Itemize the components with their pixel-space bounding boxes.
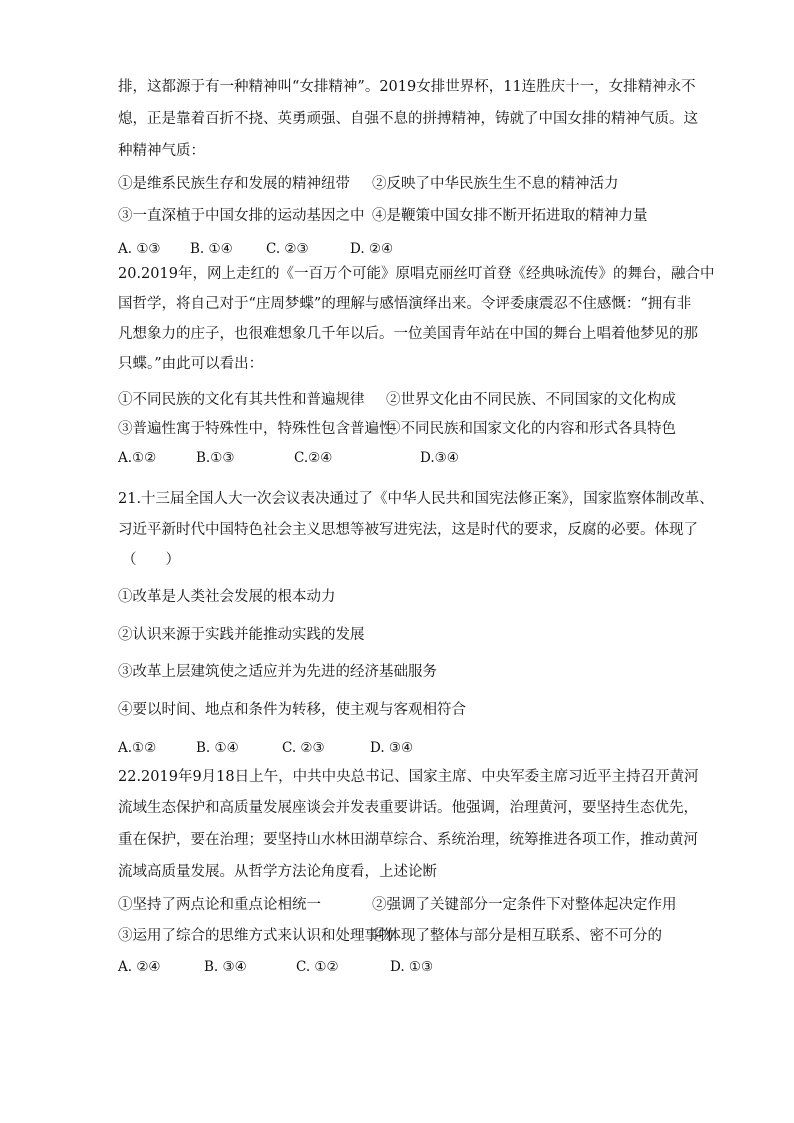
q21-statement-1: ①改革是人类社会发展的根本动力 xyxy=(118,589,336,605)
q22-option-a: A. ②④ xyxy=(118,959,161,975)
q20-option-a: A.①② xyxy=(118,450,157,466)
q21-option-c: C. ②③ xyxy=(282,740,325,756)
q21-statement-2: ②认识来源于实践并能推动实践的发展 xyxy=(118,627,365,643)
q21-option-b: B. ①④ xyxy=(196,740,239,756)
q22-option-b: B. ③④ xyxy=(204,959,247,975)
q19-option-a: A. ①③ xyxy=(118,241,161,257)
q20-statement-3: ③普遍性寓于特殊性中，特殊性包含普遍性 xyxy=(118,421,394,437)
q19-stem-line-3: 种精神气质： xyxy=(118,143,205,159)
q19-stem-line-2: 熄，正是靠着百折不挠、英勇顽强、自强不息的拼搏精神，铸就了中国女排的精神气质。这 xyxy=(118,111,698,127)
q22-stem-line-3: 重在保护，要在治理；要坚持山水林田湖草综合、系统治理，统筹推进各项工作，推动黄河 xyxy=(118,832,698,848)
q20-option-c: C.②④ xyxy=(294,450,333,466)
q19-option-c: C. ②③ xyxy=(266,241,309,257)
q21-statement-3: ③改革上层建筑使之适应并为先进的经济基础服务 xyxy=(118,664,437,680)
q20-stem-line-2: 国哲学，将自己对于“庄周梦蝶”的理解与感悟演绎出来。令评委康震忍不住感慨：“拥有非 xyxy=(118,296,692,312)
q19-statement-4: ④是鞭策中国女排不断开拓进取的精神力量 xyxy=(372,208,648,224)
q22-statement-3: ③运用了综合的思维方式来认识和处理事物 xyxy=(118,928,394,944)
q19-option-d: D. ②④ xyxy=(350,241,394,257)
q19-stem-line-1: 排，这都源于有一种精神叫“女排精神”。2019女排世界杯，11连胜庆十一，女排精神永不 xyxy=(118,79,696,95)
q21-option-d: D. ③④ xyxy=(370,740,414,756)
q22-statement-4: ④体现了整体与部分是相互联系、密不可分的 xyxy=(372,928,662,944)
q22-statement-2: ②强调了关键部分一定条件下对整体起决定作用 xyxy=(372,897,677,913)
q20-option-d: D.③④ xyxy=(420,450,459,466)
q20-stem-line-1: 20.2019年，网上走红的《一百万个可能》原唱克丽丝叮首登《经典咏流传》的舞台，融合中 xyxy=(118,266,715,282)
q21-option-a: A.①② xyxy=(118,740,157,756)
q21-stem-line-1: 21.十三届全国人大一次会议表决通过了《中华人民共和国宪法修正案》，国家监察体制改革、 xyxy=(118,491,714,507)
q19-statement-3: ③一直深植于中国女排的运动基因之中 xyxy=(118,208,365,224)
q21-statement-4: ④要以时间、地点和条件为转移，使主观与客观相符合 xyxy=(118,702,466,718)
q21-stem-line-2: 习近平新时代中国特色社会主义思想等被写进宪法，这是时代的要求，反腐的必要。体现了 xyxy=(118,522,698,538)
q22-stem-line-1: 22.2019年9月18日上午，中共中央总书记、国家主席、中央军委主席习近平主持召开黄河 xyxy=(118,769,699,785)
q22-stem-line-2: 流域生态保护和高质量发展座谈会并发表重要讲话。他强调，治理黄河，要坚持生态优先， xyxy=(118,800,698,816)
q22-stem-line-4: 流域高质量发展。从哲学方法论角度看，上述论断 xyxy=(118,864,437,880)
q20-statement-4: ④不同民族和国家文化的内容和形式各具特色 xyxy=(386,421,676,437)
q21-answer-blank: （ ） xyxy=(122,552,180,568)
q20-statement-1: ①不同民族的文化有其共性和普遍规律 xyxy=(118,392,365,408)
q22-option-d: D. ①③ xyxy=(390,959,434,975)
q20-statement-2: ②世界文化由不同民族、不同国家的文化构成 xyxy=(386,392,676,408)
q20-option-b: B.①③ xyxy=(196,450,235,466)
q19-statement-1: ①是维系民族生存和发展的精神纽带 xyxy=(118,176,350,192)
q19-option-b: B. ①④ xyxy=(190,241,233,257)
q20-stem-line-3: 凡想象力的庄子，也很难想象几千年以后。一位美国青年站在中国的舞台上唱着他梦见的那 xyxy=(118,326,698,342)
q22-statement-1: ①坚持了两点论和重点论相统一 xyxy=(118,897,321,913)
q19-statement-2: ②反映了中华民族生生不息的精神活力 xyxy=(372,176,619,192)
q22-option-c: C. ①② xyxy=(296,959,339,975)
q20-stem-line-4: 只蝶。”由此可以看出： xyxy=(118,356,264,372)
